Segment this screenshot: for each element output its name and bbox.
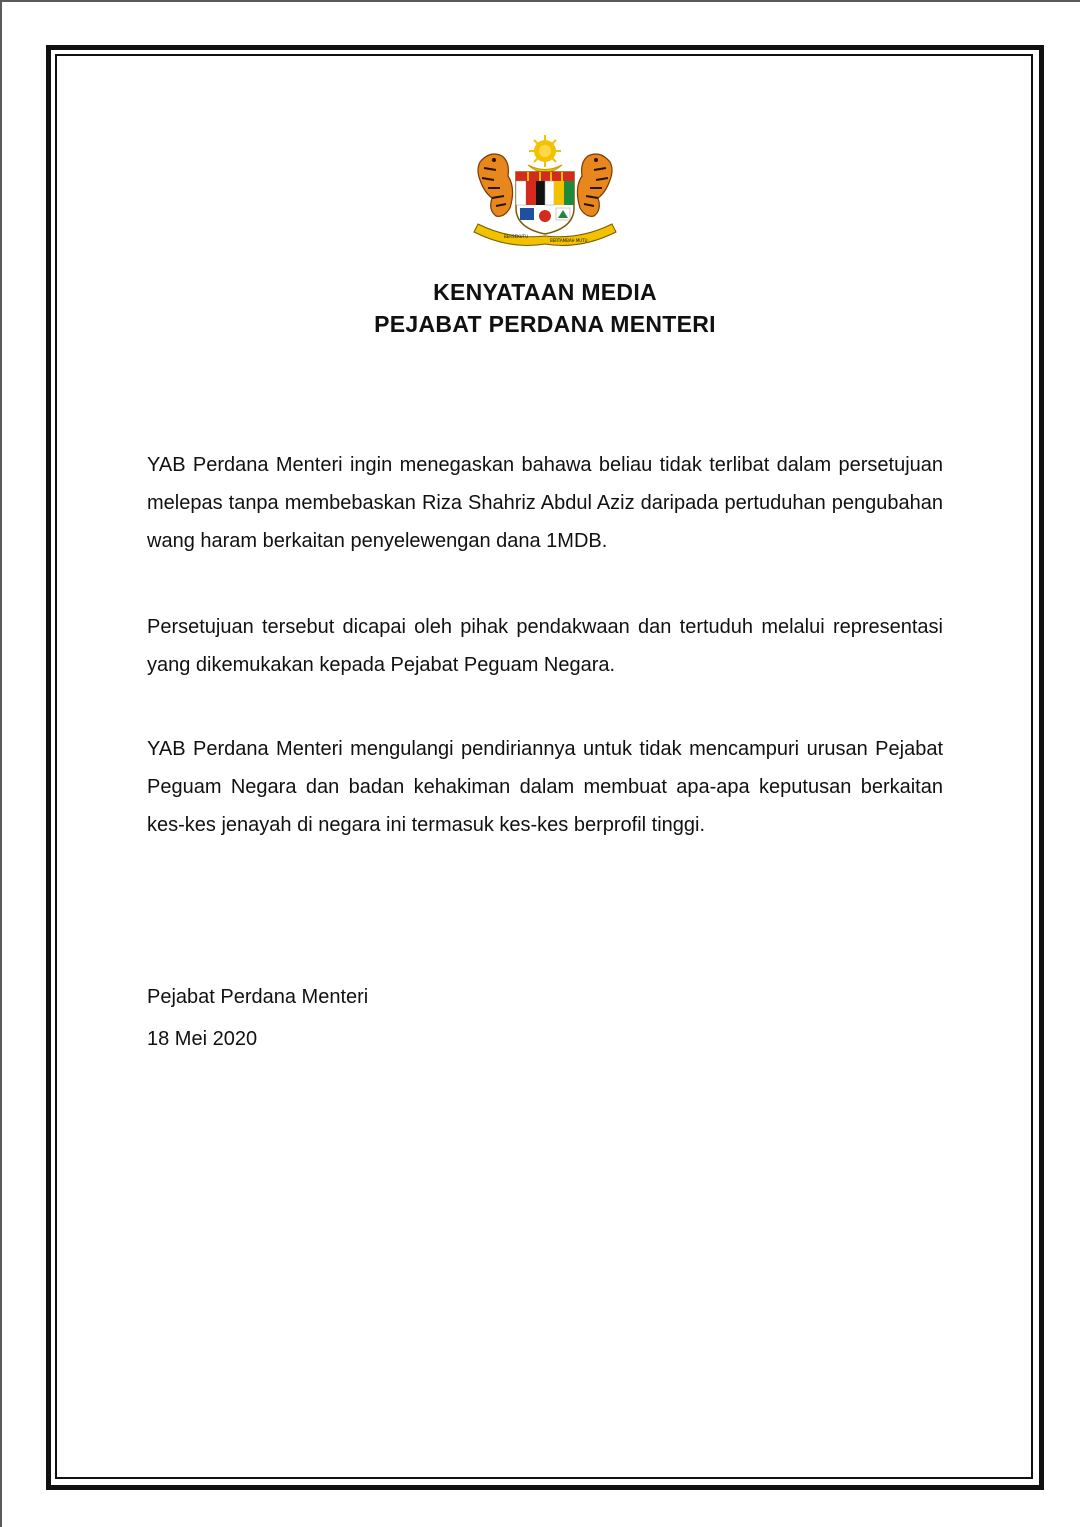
signature-date: 18 Mei 2020 xyxy=(147,1028,258,1050)
scan-edge-top xyxy=(0,0,1080,2)
statement-paragraph-2: Persetujuan tersebut dicapai oleh pihak pendakwaan dan tertuduh melalui representasi yang dikemukakan kepada Pejabat Peguam Negara. xyxy=(147,616,943,676)
motto-left-text: BERSEKUTU xyxy=(504,234,528,239)
signature-office: Pejabat Perdana Menteri xyxy=(147,986,369,1008)
left-tiger-icon xyxy=(478,154,513,216)
federal-star-icon xyxy=(529,135,561,167)
statement-paragraph-3: YAB Perdana Menteri mengulangi pendiriannya untuk tidak mencampuri urusan Pejabat Peguam Negara dan badan kehakiman dalam membuat apa-apa keputusan berkaitan kes-kes jenayah di negara ini termasuk kes-kes berprofil tinggi. xyxy=(147,738,943,836)
statement-subtitle: PEJABAT PERDANA MENTERI xyxy=(374,311,716,337)
statement-paragraph-1: YAB Perdana Menteri ingin menegaskan bahawa beliau tidak terlibat dalam persetujuan melepas tanpa membebaskan Riza Shahriz Abdul Aziz daripada pertuduhan pengubahan wang haram berkaitan penyelewengan dana 1MDB. xyxy=(147,454,943,552)
scan-edge-left xyxy=(0,0,2,1527)
malaysia-coat-of-arms-icon xyxy=(470,132,620,250)
right-tiger-icon xyxy=(577,154,612,216)
motto-right-text: BERTAMBAH MUTU xyxy=(550,238,588,243)
shield-icon xyxy=(516,172,574,234)
statement-title: KENYATAAN MEDIA xyxy=(433,279,657,305)
